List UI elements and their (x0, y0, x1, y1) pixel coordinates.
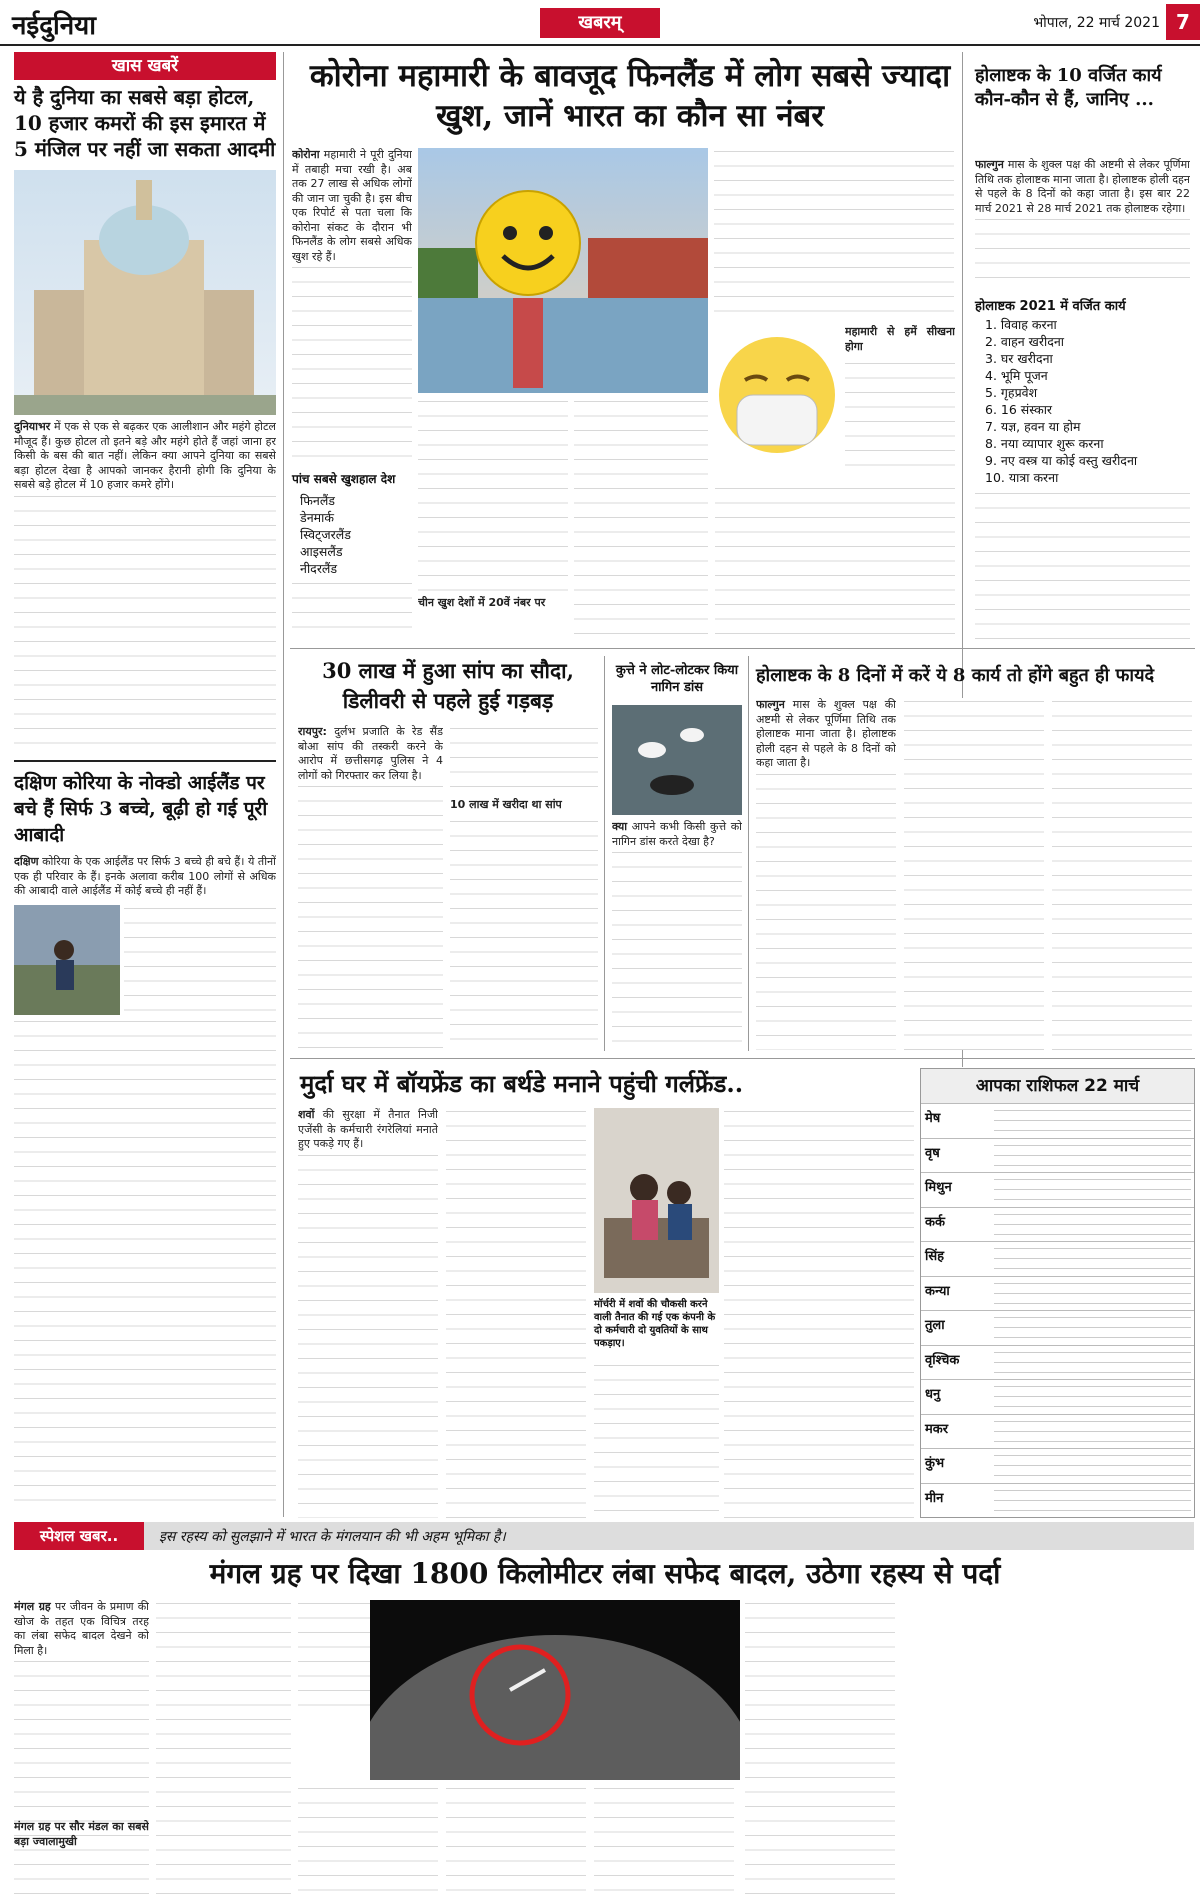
list-item: नीदरलैंड (300, 561, 338, 576)
list-item: 1. विवाह करना (985, 317, 1057, 332)
list-item: आइसलैंड (300, 544, 343, 559)
holashtak-8-body: मास के शुक्ल पक्ष की अष्टमी से लेकर पूर्णिमा तिथि तक होलाष्टक माना जाता है। होलाष्टक होली दहन से पहले के 8 दिनों को कहा जाता है। (756, 698, 896, 769)
list-item: 3. घर खरीदना (985, 351, 1053, 366)
korea-headline: दक्षिण कोरिया के नोक्डो आईलैंड पर बचे हैं सिर्फ 3 बच्चे, बूढ़ी हो गई पूरी आबादी (14, 772, 268, 846)
list-item: 8. नया व्यापार शुरू करना (985, 436, 1104, 451)
rashi-row (921, 1172, 1194, 1207)
hotel-article (14, 420, 276, 755)
list-item: 6. 16 संस्कार (985, 402, 1053, 417)
hotel-building-illustration (14, 170, 276, 415)
korea-intro (14, 855, 276, 905)
khas-khabren-banner: खास खबरें (14, 52, 276, 80)
snake-article-col2b (450, 818, 598, 1050)
korea-body-rest (14, 1018, 276, 1513)
page-number: 7 (1166, 4, 1200, 40)
mortuary-photo (594, 1108, 719, 1293)
dog-headline: कुत्ते ने लोट-लोटकर किया नागिन डांस (615, 663, 739, 695)
mortuary-headline: मुर्दा घर में बॉयफ्रेंड का बर्थडे मनाने पहुंची गर्लफ्रेंड.. (300, 1069, 744, 1098)
column-rule (604, 656, 605, 1051)
rashi-text (991, 1380, 1194, 1414)
holashtak-8-col3 (1052, 698, 1192, 1050)
mask-emoji (715, 325, 840, 485)
holashtak-vrjit-list (985, 316, 1190, 486)
mortuary-col3 (724, 1108, 914, 1518)
mortuary-col1 (298, 1108, 438, 1518)
column-rule (283, 52, 284, 1517)
korea-photo (14, 905, 120, 1015)
holashtak-vrjit-body (975, 490, 1190, 640)
main-article-col2b (574, 398, 708, 640)
holashtak-8-col1 (756, 698, 896, 1050)
list-item: डेनमार्क (300, 510, 334, 525)
divider (14, 760, 276, 762)
rashi-name: तुला (925, 1318, 945, 1333)
snake-headline: 30 लाख में हुआ सांप का सौदा, डिलीवरी से पहले हुई गड़बड़ (322, 658, 574, 713)
rashifal-title: आपका राशिफल 22 मार्च (921, 1069, 1194, 1103)
rashi-row (921, 1414, 1194, 1449)
special-bar (14, 1522, 1194, 1550)
special-tagline: इस रहस्य को सुलझाने में भारत के मंगलयान की भी अहम भूमिका है। (159, 1529, 506, 1545)
rashi-name: कुंभ (925, 1456, 945, 1471)
holashtak-vrjit-intro (975, 158, 1190, 288)
mars-body: पर जीवन के प्रमाण की खोज के तहत एक विचित्र तरह का लंबा सफेद बादल देखने को मिला है। (14, 1600, 149, 1657)
rashi-row (921, 1103, 1194, 1138)
dog-and-swans-illustration (612, 705, 742, 815)
rashi-text (991, 1484, 1194, 1518)
smiley-lake-illustration (418, 148, 708, 393)
rashi-row (921, 1448, 1194, 1483)
korea-body: कोरिया के एक आईलैंड पर सिर्फ 3 बच्चे ही बचे हैं। ये तीनों एक ही परिवार के हैं। इनके अलावा करीब 100 लोगों से अधिक की आबादी वाले आईलैंड में कोई बच्चे ही नहीं हैं। (14, 855, 276, 897)
snake-article-col1 (298, 725, 443, 1050)
rashifal-box (920, 1068, 1195, 1518)
list-item: फिनलैंड (300, 493, 335, 508)
list-item: 4. भूमि पूजन (985, 368, 1048, 383)
rashi-row (921, 1138, 1194, 1173)
column-rule (748, 656, 749, 1051)
hotel-headline: ये है दुनिया का सबसे बड़ा होटल, 10 हजार कमरों की इस इमारत में 5 मंजिल पर नहीं जा सकता आदमी (14, 85, 276, 161)
main-article-col1 (292, 148, 412, 468)
hotel-lead-word: दुनियाभर (14, 420, 51, 433)
divider (290, 1058, 1195, 1059)
rashi-name: मेष (925, 1111, 941, 1126)
china-subhead: चीन खुश देशों में 20वें नंबर पर (418, 596, 546, 609)
mars-col3b (298, 1785, 438, 1895)
five-happiest-subhead: पांच सबसे खुशहाल देश (292, 472, 396, 486)
dog-article (612, 820, 742, 1050)
rashi-text (991, 1415, 1194, 1449)
main-body: महामारी ने पूरी दुनिया में तबाही मचा रखी है। अब तक 27 लाख से अधिक लोगों की जान जा चुकी है। इस बीच एक रिपोर्ट से पता चला कि कोरोना संकट के दौरान भी फिनलैंड के लोग सबसे अधिक खुश रहे हैं। (292, 148, 412, 263)
rashi-row (921, 1483, 1194, 1518)
mars-col4 (446, 1785, 586, 1895)
special-tag: स्पेशल खबर.. (14, 1522, 144, 1550)
section-label: खबरम् (540, 8, 660, 38)
rashi-name: कर्क (925, 1214, 945, 1230)
rashifal-list (921, 1103, 1194, 1517)
rashi-name: धनु (925, 1387, 941, 1402)
rashi-text (991, 1139, 1194, 1173)
main-article-col3b (845, 360, 955, 475)
girls-in-mortuary-illustration (594, 1108, 719, 1293)
snake-lead-word: रायपुर: (298, 725, 327, 738)
main-article-col1b (292, 580, 412, 640)
rashi-row (921, 1310, 1194, 1345)
mars-col2 (156, 1600, 291, 1895)
rashi-row (921, 1379, 1194, 1414)
main-article-col2a (418, 398, 568, 593)
holashtak-vrjit-headline: होलाष्टक के 10 वर्जित कार्य कौन-कौन से हैं, जानिए ... (975, 65, 1162, 110)
hotel-body-lines (14, 493, 276, 756)
newspaper-logo: नईदुनिया (12, 11, 96, 41)
rashi-row (921, 1207, 1194, 1242)
main-headline: कोरोना महामारी के बावजूद फिनलैंड में लोग सबसे ज्यादा खुश, जानें भारत का कौन सा नंबर (309, 58, 951, 134)
snake-body: दुर्लभ प्रजाति के रेड सैंड बोआ सांप की तस्करी करने के आरोप में छत्तीसगढ़ पुलिस ने 4 लोगों को गिरफ्तार कर लिया है। (298, 725, 443, 782)
edition-date: भोपाल, 22 मार्च 2021 (1033, 15, 1160, 31)
mars-cloud-illustration (370, 1600, 740, 1780)
main-article-col3 (714, 148, 954, 320)
rashi-name: वृष (925, 1145, 940, 1161)
list-item: 10. यात्रा करना (985, 470, 1059, 485)
rashi-text (991, 1277, 1194, 1311)
masthead (0, 0, 1200, 46)
dog-body: आपने कभी किसी कुत्ते को नागिन डांस करते देखा है? (612, 820, 742, 848)
mortuary-col2b (594, 1362, 719, 1518)
list-item: 7. यज्ञ, हवन या होम (985, 419, 1081, 434)
five-happiest-list (300, 492, 410, 577)
mars-headline: मंगल ग्रह पर दिखा 1800 किलोमीटर लंबा सफेद बादल, उठेगा रहस्य से पर्दा (209, 1557, 1001, 1590)
list-item: 2. वाहन खरीदना (985, 334, 1065, 349)
mortuary-lead-word: शवों (298, 1108, 315, 1121)
list-item: 5. गृहप्रवेश (985, 385, 1038, 400)
list-item: 9. नए वस्त्र या कोई वस्तु खरीदना (985, 453, 1138, 468)
mars-col5 (594, 1785, 734, 1895)
mahamari-subhead: महामारी से हमें सीखना होगा (845, 325, 955, 353)
rashi-text (991, 1208, 1194, 1242)
holashtak-body: मास के शुक्ल पक्ष की अष्टमी से लेकर पूर्णिमा तिथि तक होलाष्टक माना जाता है। होलाष्टक होली दहन से पहले के 8 दिनों को कहा जाता है। इस बार 22 मार्च 2021 से 28 मार्च 2021 तक होलाष्टक रहेगा। (975, 158, 1190, 215)
korea-lead-word: दक्षिण (14, 855, 39, 868)
mortuary-col2 (446, 1108, 586, 1518)
rashi-text (991, 1173, 1194, 1207)
mars-col6 (745, 1600, 895, 1895)
rashi-name: वृश्चिक (925, 1352, 960, 1368)
rashi-name: मकर (925, 1421, 949, 1437)
hotel-photo (14, 170, 276, 415)
rashi-row (921, 1345, 1194, 1380)
rashi-name: मीन (925, 1490, 944, 1506)
mars-subhead: मंगल ग्रह पर सौर मंडल का सबसे बड़ा ज्वालामुखी (14, 1820, 149, 1848)
masked-face-emoji-illustration (715, 325, 840, 485)
hotel-body: में एक से एक से बढ़कर एक आलीशान और महंगे होटल मौजूद हैं। कुछ होटल तो इतने बड़े और महंगे होते हैं जहां जाना हर किसी के बस की बात नहीं। लेकिन क्या आपने दुनिया का सबसे बड़ा होटल देखा है आपको जानकर हैरानी होगी कि दुनिया के सबसे बड़े होटल में 10 हजार कमरे होंगे। (14, 420, 276, 491)
main-lead-word: कोरोना (292, 148, 320, 161)
dog-lead-word: क्या (612, 820, 628, 833)
snake-article-col2a (450, 725, 598, 795)
mortuary-body: की सुरक्षा में तैनात निजी एजेंसी के कर्मचारी रंगरेलियां मनाते हुए पकड़े गए हैं। (298, 1108, 438, 1150)
rashi-text (991, 1449, 1194, 1483)
divider (290, 648, 1195, 649)
rashi-text (991, 1242, 1194, 1276)
rashi-name: कन्या (925, 1283, 950, 1299)
rashi-row (921, 1276, 1194, 1311)
rashi-text (991, 1311, 1194, 1345)
mars-col7 (902, 1600, 912, 1895)
snake-subhead: 10 लाख में खरीदा था सांप (450, 798, 562, 811)
rashi-text (991, 1104, 1194, 1138)
holashtak-lead-word: फाल्गुन (975, 158, 1004, 171)
mars-photo (370, 1600, 740, 1780)
rashi-row (921, 1241, 1194, 1276)
holashtak-8-col2 (904, 698, 1044, 1050)
holashtak-vrjit-subhead: होलाष्टक 2021 में वर्जित कार्य (975, 299, 1126, 314)
rashi-text (991, 1346, 1194, 1380)
list-item: स्विट्जरलैंड (300, 527, 351, 542)
dog-photo (612, 705, 742, 815)
holashtak-8-lead-word: फाल्गुन (756, 698, 785, 711)
child-on-island-illustration (14, 905, 120, 1015)
main-article-col3c (715, 485, 955, 640)
finland-photo (418, 148, 708, 393)
rashi-name: मिथुन (925, 1180, 952, 1195)
mars-lead-word: मंगल ग्रह (14, 1600, 51, 1613)
mortuary-photo-caption: मॉर्चरी में शवों की चौकसी करने वाली तैनात की गई एक कंपनी के दो कर्मचारी दो युवतियों के साथ पकड़ाए। (594, 1299, 716, 1349)
holashtak-8-headline: होलाष्टक के 8 दिनों में करें ये 8 कार्य तो होंगे बहुत ही फायदे (756, 665, 1155, 686)
rashi-name: सिंह (925, 1249, 945, 1264)
korea-body-side (124, 905, 276, 1015)
